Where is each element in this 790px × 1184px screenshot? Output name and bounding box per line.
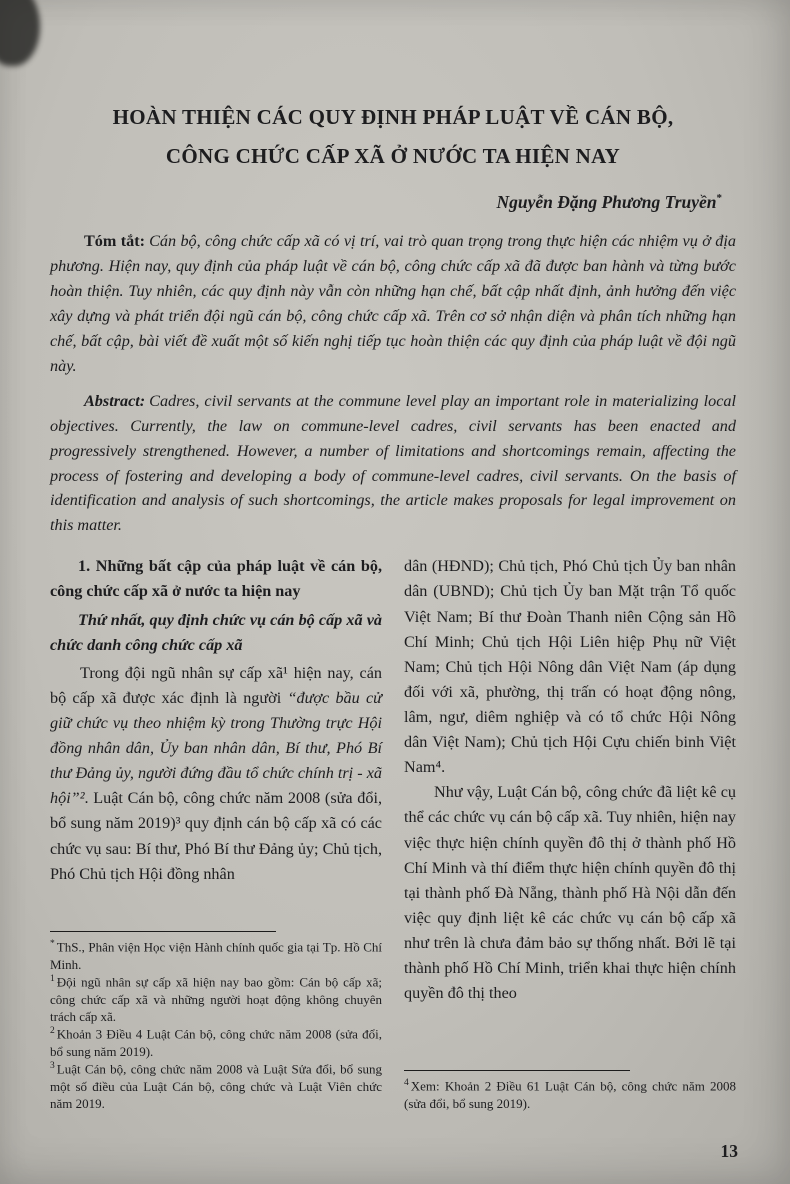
footnote	[50, 938, 382, 973]
page-number: 13	[720, 1141, 738, 1161]
body-paragraph: Như vậy, Luật Cán bộ, công chức đã liệt kê cụ thể các chức vụ cán bộ cấp xã. Tuy nhiên, hiện nay việc thực hiện chính quyền đô thị ở thành phố Hồ Chí Minh và thí điểm thực hiện chính quyền đô thị tại thành phố Đà Nẵng, thành phố Hà Nội dẫn đến việc quy định liệt kê các chức vụ cán bộ cấp xã như trên là chưa đảm bảo sự thống nhất. Bởi lẽ tại thành phố Hồ Chí Minh, triển khai thực hiện chính quyền đô thị theo	[404, 783, 736, 1003]
footnote-separator	[404, 1070, 630, 1071]
scan-artifact	[0, 0, 40, 66]
footnote	[50, 1060, 382, 1112]
title-line-1: HOÀN THIỆN CÁC QUY ĐỊNH PHÁP LUẬT VỀ CÁN BỘ,	[112, 105, 674, 129]
footnote-marker: *	[50, 939, 55, 950]
footnote-text: ThS., Phân viện Học viện Hành chính quốc gia tại Tp. Hồ Chí Minh.	[50, 939, 382, 972]
footnote-text: Luật Cán bộ, công chức năm 2008 và Luật Sửa đổi, bổ sung một số điều của Luật Cán bộ, công chức và Luật Viên chức năm 2019.	[50, 1061, 382, 1112]
abstract-vietnamese	[50, 229, 736, 379]
author-byline	[50, 192, 736, 213]
section-subheading: Thứ nhất, quy định chức vụ cán bộ cấp xã và chức danh công chức cấp xã	[50, 610, 382, 654]
article-title	[50, 98, 736, 176]
footnote-marker: 2	[50, 1026, 55, 1037]
footnote	[50, 973, 382, 1025]
inline-quotation: “được bầu cử giữ chức vụ theo nhiệm kỳ trong Thường trực Hội đồng nhân dân, Ủy ban nhân dân, Bí thư, Phó Bí thư Đảng ủy, người đứng đầu tổ chức chính trị - xã hội”²	[50, 688, 383, 808]
author-name: Nguyễn Đặng Phương Truyền	[496, 192, 717, 213]
abstract-en-label: Abstract:	[84, 391, 146, 410]
abstract-en-text: Cadres, civil servants at the commune level play an important role in materializing local objectives. Currently, the law on commune-level cadres, civil servants has been enacted and progressively strengthened. However, a number of limitations and shortcomings remain, affecting the process of fostering and developing a body of commune-level cadres, civil servants. On the basis of identification and analysis of such shortcomings, the article makes proposals for legal improvement on this matter.	[50, 391, 736, 535]
footnotes-left	[50, 931, 382, 1112]
author-footnote-mark: *	[716, 192, 722, 205]
footnote-marker: 3	[50, 1061, 55, 1072]
footnote-marker: 4	[404, 1078, 409, 1089]
body-paragraph	[50, 661, 382, 887]
footnote-text: Xem: Khoản 2 Điều 61 Luật Cán bộ, công chức năm 2008 (sửa đổi, bổ sung 2019).	[404, 1078, 736, 1112]
footnote	[404, 1077, 736, 1112]
paragraph-lead: Trong đội ngũ nhân sự cấp xã¹ hiện nay, cán bộ cấp xã được xác định là người	[50, 663, 382, 707]
title-line-2: CÔNG CHỨC CẤP XÃ Ở NƯỚC TA HIỆN NAY	[165, 144, 621, 169]
section-heading: 1. Những bất cập của pháp luật về cán bộ, công chức cấp xã ở nước ta hiện nay	[50, 557, 382, 601]
right-column	[404, 554, 736, 1112]
body-paragraph: dân (HĐND); Chủ tịch, Phó Chủ tịch Ủy ban nhân dân (UBND); Chủ tịch Ủy ban Mặt trận Tổ quốc Việt Nam; Bí thư Đoàn Thanh niên Cộng sản Hồ Chí Minh; Chủ tịch Hội Liên hiệp Phụ nữ Việt Nam; Chủ tịch Hội Nông dân Việt Nam (áp dụng đối với xã, phường, thị trấn có hoạt động nông, lâm, ngư, diêm nghiệp và có tổ chức Hội Nông dân Việt Nam); Chủ tịch Hội Cựu chiến binh Việt Nam⁴.	[404, 557, 736, 777]
paragraph-rest: . Luật Cán bộ, công chức năm 2008 (sửa đổi, bổ sung năm 2019)³ quy định cán bộ cấp xã có các chức vụ sau: Bí thư, Phó Bí thư Đảng ủy; Chủ tịch, Phó Chủ tịch Hội đồng nhân	[50, 789, 382, 883]
footnote	[50, 1025, 382, 1060]
footnote-text: Đội ngũ nhân sự cấp xã hiện nay bao gồm: Cán bộ cấp xã; công chức cấp xã và những người hoạt động không chuyên trách cấp xã.	[50, 974, 382, 1024]
abstract-vi-label: Tóm tắt:	[84, 232, 146, 251]
two-column-body	[50, 554, 736, 1112]
footnote-marker: 1	[50, 974, 55, 985]
abstract-vi-text: Cán bộ, công chức cấp xã có vị trí, vai trò quan trọng trong thực hiện các nhiệm vụ ở địa phương. Hiện nay, quy định của pháp luật về cán bộ, công chức cấp xã đã được ban hành và từng bước hoàn thiện. Tuy nhiên, các quy định này vẫn còn những hạn chế, bất cập nhất định, ảnh hưởng đến việc xây dựng và phát triển đội ngũ cán bộ, công chức cấp xã. Trên cơ sở nhận diện và phân tích những hạn chế, bất cập, bài viết đề xuất một số kiến nghị tiếp tục hoàn thiện các quy định của pháp luật về đội ngũ này.	[50, 232, 736, 375]
footnote-separator	[50, 931, 276, 932]
abstract-english	[50, 389, 736, 539]
left-column	[50, 554, 382, 1112]
footnotes-right	[404, 1070, 736, 1112]
footnote-text: Khoản 3 Điều 4 Luật Cán bộ, công chức năm 2008 (sửa đổi, bổ sung năm 2019).	[50, 1026, 382, 1059]
